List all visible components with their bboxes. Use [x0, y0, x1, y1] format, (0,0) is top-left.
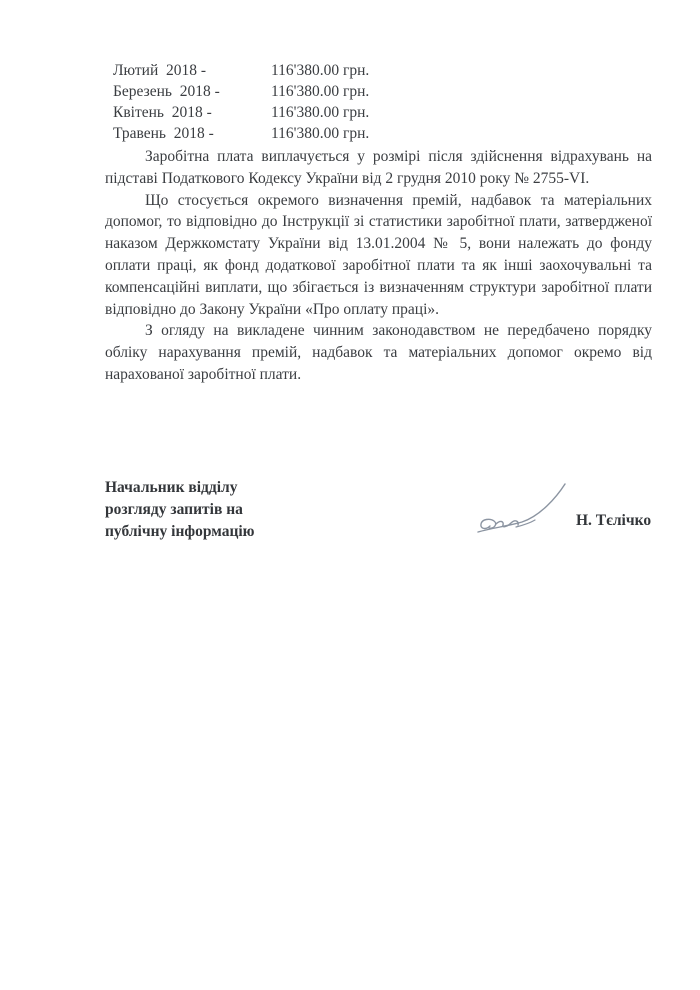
salary-month: Квітень 2018 -: [113, 104, 212, 121]
salary-month: Лютий 2018 -: [113, 62, 207, 79]
salary-amount: 116'380.00 грн.: [271, 104, 370, 121]
salary-list: [113, 60, 369, 144]
body-paragraph-1: Заробітна плата виплачується у розмірі після здійснення відрахувань на підставі Податкового Кодексу України від 2 грудня 2010 року № 2755-VI.: [105, 148, 652, 187]
salary-line: [113, 123, 369, 144]
signatory-title-line: Начальник відділу: [105, 479, 238, 496]
signatory-name: Н. Тєлічко: [576, 512, 652, 529]
salary-month: Травень 2018 -: [113, 125, 214, 142]
salary-amount: 116'380.00 грн.: [271, 62, 370, 79]
salary-line: [113, 102, 369, 123]
salary-line: [113, 81, 369, 102]
salary-line: [113, 60, 369, 81]
signatory-title-line: розгляду запитів на: [105, 501, 243, 518]
signatory-title-line: публічну інформацію: [105, 523, 255, 540]
salary-amount: 116'380.00 грн.: [271, 83, 370, 100]
letter-body: [105, 146, 652, 386]
signatory-title: [105, 477, 255, 543]
handwritten-signature: [472, 478, 577, 538]
salary-amount: 116'380.00 грн.: [271, 125, 370, 142]
body-paragraph-3: З огляду на викладене чинним законодавством не передбачено порядку обліку нарахування премій, надбавок та матеріальних допомог окремо від нарахованої заробітної плати.: [105, 322, 652, 383]
body-paragraph-2: Що стосується окремого визначення премій, надбавок та матеріальних допомог, то відповідно до Інструкції зі статистики заробітної плати, затвердженої наказом Держкомстату України від 13.01.2004 № 5, вони належать до фонду оплати праці, як фонд додаткової заробітної плати та як інші заохочувальні та компенсаційні виплати, що збігається із визначенням структури заробітної плати відповідно до Закону України «Про оплату праці».: [105, 191, 652, 318]
salary-month: Березень 2018 -: [113, 83, 220, 100]
